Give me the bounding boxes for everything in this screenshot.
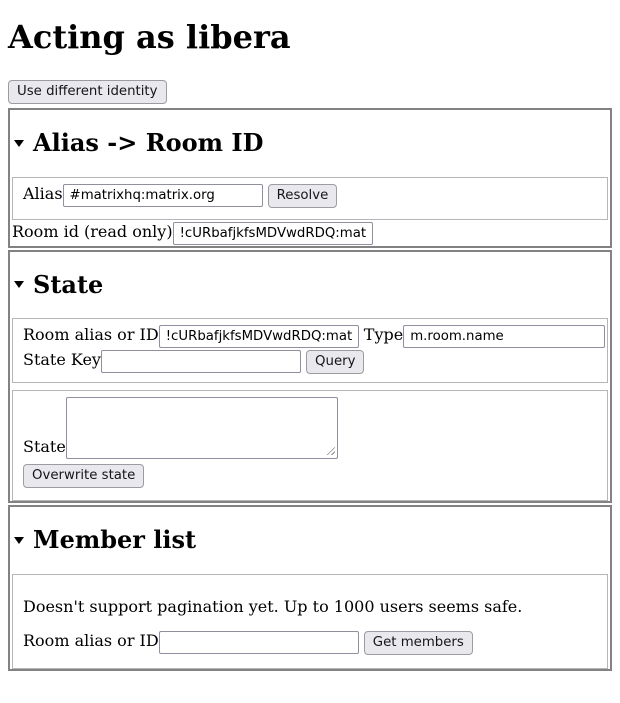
use-different-identity-button[interactable]: Use different identity [8,80,167,104]
room-id-input[interactable] [173,222,373,245]
state-type-label: Type [363,325,404,345]
alias-input[interactable] [63,184,263,207]
alias-section [8,108,612,248]
room-id-label: Room id (read only) [12,221,173,241]
get-members-button[interactable]: Get members [364,631,473,655]
alias-section-heading: Alias -> Room ID [33,127,264,157]
state-query-row-2 [23,350,597,374]
state-room-label: Room alias or ID [23,325,159,345]
alias-section-summary[interactable] [10,110,610,177]
member-list-section [8,505,612,671]
overwrite-row [23,464,597,488]
member-list-section-heading: Member list [33,525,197,554]
state-key-input[interactable] [101,350,301,373]
member-room-label: Room alias or ID [23,630,159,650]
pagination-note: Doesn't support pagination yet. Up to 1000 users seems safe. [23,596,523,616]
state-type-input[interactable] [403,325,605,348]
chevron-down-icon [14,140,24,147]
state-section-heading: State [33,269,104,299]
state-label: State [23,437,66,457]
state-section-summary[interactable] [10,252,610,319]
chevron-down-icon [14,281,24,288]
state-textarea[interactable] [66,397,338,459]
room-id-row [10,220,610,246]
member-query-row [23,631,597,655]
state-textarea-wrap [66,397,338,459]
state-query-fieldset [12,318,608,383]
query-button[interactable]: Query [306,350,364,374]
state-query-row-1 [23,325,597,348]
state-edit-fieldset [12,390,608,501]
alias-label: Alias [23,183,63,203]
overwrite-state-button[interactable]: Overwrite state [23,464,144,488]
state-room-input[interactable] [159,325,359,348]
member-room-input[interactable] [159,631,359,654]
state-textarea-row [23,397,597,459]
state-section [8,250,612,504]
state-key-label: State Key [23,350,101,370]
member-list-section-summary[interactable] [10,507,610,574]
resolve-button[interactable]: Resolve [268,184,338,208]
chevron-down-icon [14,537,24,544]
page-title: Acting as libera [8,18,291,56]
member-list-fieldset [12,574,608,669]
alias-fieldset [12,177,608,220]
